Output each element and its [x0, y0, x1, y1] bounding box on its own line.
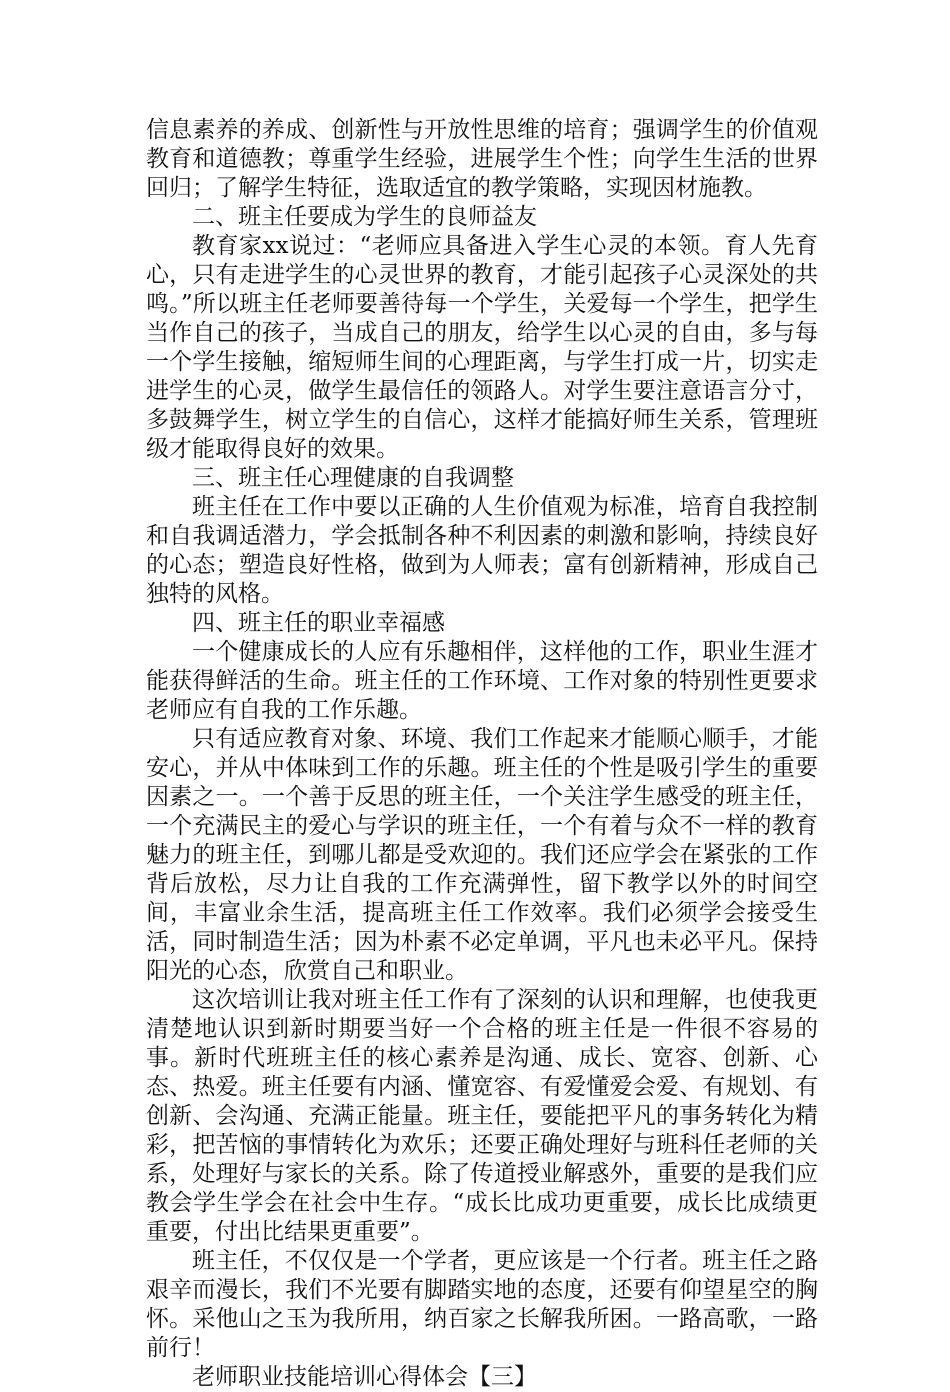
paragraph-closing: 班主任，不仅仅是一个学者，更应该是一个行者。班主任之路艰辛而漫长，我们不光要有脚踏实地的态度，还要有仰望星空的胸怀。采他山之玉为我所用，纳百家之长解我所困。一路高歌，一路前行！ [146, 1248, 818, 1361]
paragraph-section-4-a: 一个健康成长的人应有乐趣相伴，这样他的工作，职业生涯才能获得鲜活的生命。班主任的工作环境、工作对象的特别性更要求老师应有自我的工作乐趣。 [146, 639, 818, 723]
section-heading-2: 二、班主任要成为学生的良师益友 [192, 204, 537, 230]
section-heading-4: 四、班主任的职业幸福感 [192, 610, 445, 636]
next-article-title: 老师职业技能培训心得体会【三】 [192, 1364, 537, 1390]
paragraph-intro-continuation: 信息素养的养成、创新性与开放性思维的培育；强调学生的价值观教育和道德教；尊重学生经验，进展学生个性；向学生生活的世界回归；了解学生特征，选取适宜的教学策略，实现因材施教。 [146, 117, 818, 201]
section-heading-3: 三、班主任心理健康的自我调整 [192, 465, 514, 491]
paragraph-section-4-b: 只有适应教育对象、环境、我们工作起来才能顺心顺手，才能安心，并从中体味到工作的乐趣。班主任的个性是吸引学生的重要因素之一。一个善于反思的班主任，一个关注学生感受的班主任，一个充满民主的爱心与学识的班主任，一个有着与众不一样的教育魅力的班主任，到哪儿都是受欢迎的。我们还应学会在紧张的工作背后放松，尽力让自我的工作充满弹性，留下教学以外的时间空间，丰富业余生活，提高班主任工作效率。我们必须学会接受生活，同时制造生活；因为朴素不必定单调，平凡也未必平凡。保持阳光的心态，欣赏自己和职业。 [146, 726, 818, 984]
paragraph-section-3: 班主任在工作中要以正确的人生价值观为标准，培育自我控制和自我调适潜力，学会抵制各种不利因素的刺激和影响，持续良好的心态；塑造良好性格，做到为人师表；富有创新精神，形成自己独特的风格。 [146, 494, 818, 607]
paragraph-training-reflection: 这次培训让我对班主任工作有了深刻的认识和理解，也使我更清楚地认识到新时期要当好一个合格的班主任是一件很不容易的事。新时代班班主任的核心素养是沟通、成长、宽容、创新、心态、热爱。班主任要有内涵、懂宽容、有爱懂爱会爱、有规划、有创新、会沟通、充满正能量。班主任，要能把平凡的事务转化为精彩，把苦恼的事情转化为欢乐；还要正确处理好与班科任老师的关系，处理好与家长的关系。除了传道授业解惑外，重要的是我们应教会学生学会在社会中生存。“成长比成功更重要，成长比成绩更重要，付出比结果更重要”。 [146, 987, 818, 1245]
paragraph-section-2: 教育家xx说过：“老师应具备进入学生心灵的本领。育人先育心，只有走进学生的心灵世界的教育，才能引起孩子心灵深处的共鸣。”所以班主任老师要善待每一个学生，关爱每一个学生，把学生当作自己的孩子，当成自己的朋友，给学生以心灵的自由，多与每一个学生接触，缩短师生间的心理距离，与学生打成一片，切实走进学生的心灵，做学生最信任的领路人。对学生要注意语言分寸，多鼓舞学生，树立学生的自信心，这样才能搞好师生关系，管理班级才能取得良好的效果。 [146, 233, 818, 462]
document-body [146, 116, 818, 1392]
